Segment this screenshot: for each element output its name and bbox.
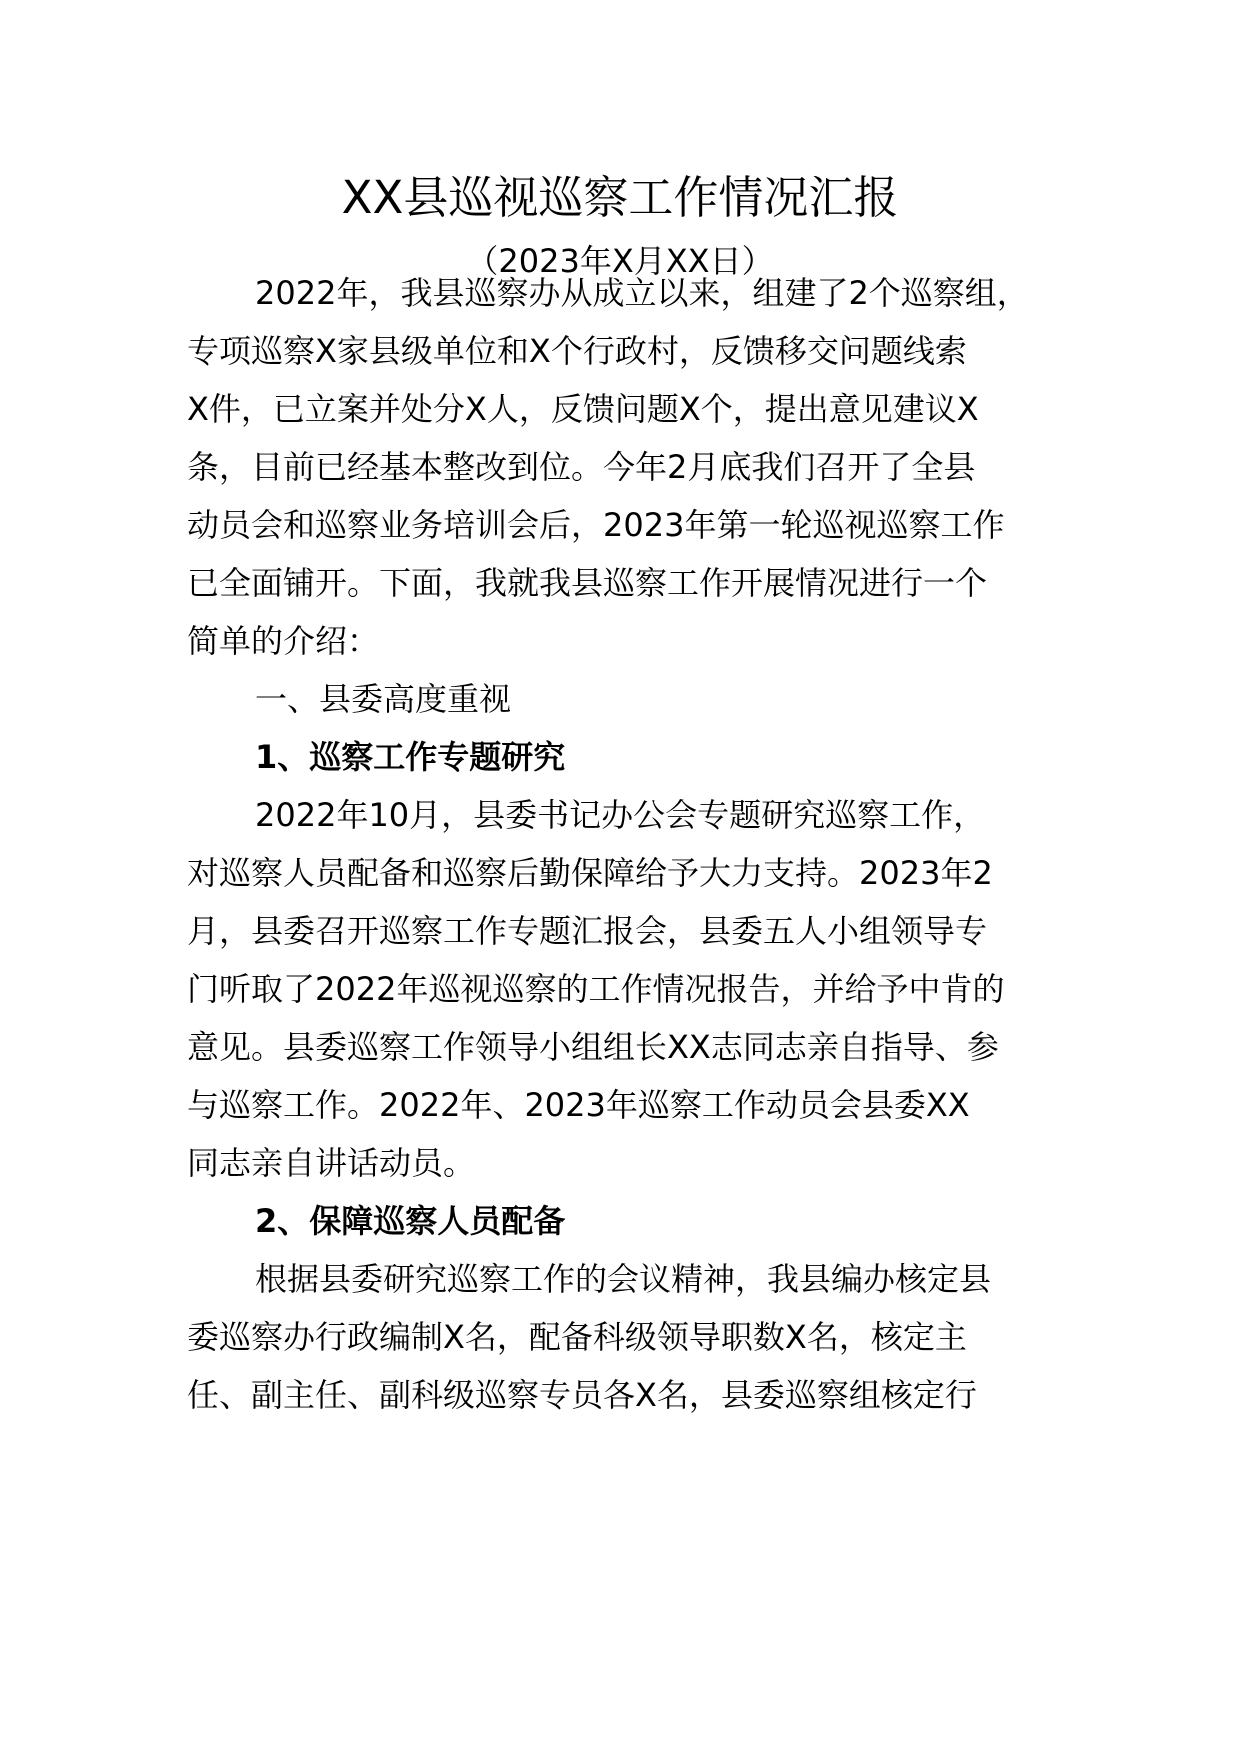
paragraph-line: 2022年10月，县委书记办公会专题研究巡察工作， [255, 796, 986, 834]
paragraph-line: 门听取了2022年巡视巡察的工作情况报告，并给予中肯的 [187, 970, 1005, 1008]
paragraph-line: 任、副主任、副科级巡察专员各X名，县委巡察组核定行 [187, 1376, 977, 1414]
paragraph-line: 同志亲自讲话动员。 [187, 1144, 476, 1182]
paragraph-line: 条，目前已经基本整改到位。今年2月底我们召开了全县 [187, 448, 976, 486]
paragraph-line: 2022年，我县巡察办从成立以来，组建了2个巡察组， [255, 274, 1029, 312]
paragraph-line: 月，县委召开巡察工作专题汇报会，县委五人小组领导专 [187, 912, 988, 950]
paragraph-line: 已全面铺开。下面，我就我县巡察工作开展情况进行一个 [187, 564, 988, 602]
paragraph-line: 与巡察工作。2022年、2023年巡察工作动员会县委XX [187, 1086, 970, 1124]
document-date: （2023年X月XX日） [466, 242, 774, 280]
paragraph-line: 专项巡察X家县级单位和X个行政村，反馈移交问题线索 [187, 332, 967, 370]
section-heading: 一、县委高度重视 [255, 680, 512, 718]
paragraph-line: 对巡察人员配备和巡察后勤保障给予大力支持。2023年2 [187, 854, 993, 892]
paragraph-line: 动员会和巡察业务培训会后，2023年第一轮巡视巡察工作 [187, 506, 1005, 544]
document-title: XX县巡视巡察工作情况汇报 [341, 171, 899, 224]
paragraph-line: 简单的介绍： [187, 622, 380, 660]
paragraph-line: 委巡察办行政编制X名，配备科级领导职数X名，核定主 [187, 1318, 967, 1356]
paragraph-line: 根据县委研究巡察工作的会议精神，我县编办核定县 [255, 1260, 992, 1298]
paragraph-line: 意见。县委巡察工作领导小组组长XX志同志亲自指导、参 [187, 1028, 999, 1066]
subsection-heading: 2、保障巡察人员配备 [255, 1202, 566, 1240]
paragraph-line: X件，已立案并处分X人，反馈问题X个，提出意见建议X [187, 390, 979, 428]
subsection-heading: 1、巡察工作专题研究 [255, 738, 566, 776]
